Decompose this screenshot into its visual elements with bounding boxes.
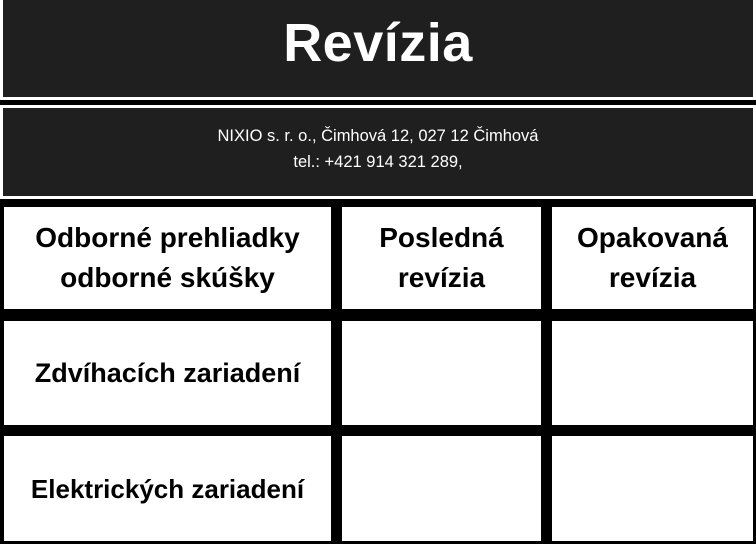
header-cell-inspections [1,204,334,312]
header-cell-last-revision [339,204,544,312]
row-lifting-equipment-label: Zdvíhacích zariadení [34,358,301,388]
title-banner [0,0,756,100]
header-inspections-line1: Odborné prehliadky [35,222,300,253]
row-electrical-last-revision-cell[interactable] [339,433,544,544]
header-next-line1: Opakovaná [577,222,728,253]
header-last-line2: revízia [397,262,486,293]
page-title: Revízia [283,12,473,73]
company-address: NIXIO s. r. o., Čimhová 12, 027 12 Čimhová [217,127,539,145]
row-lifting-next-revision-cell[interactable] [549,318,756,428]
table-row-label [1,433,334,544]
row-electrical-equipment-label: Elektrických zariadení [30,473,305,504]
row-electrical-next-revision-cell[interactable] [549,433,756,544]
table-row-label [1,318,334,428]
header-inspections-line2: odborné skúšky [60,262,275,293]
header-next-line2: revízia [608,262,697,293]
company-info-panel [0,105,756,199]
company-phone: tel.: +421 914 321 289, [293,153,463,171]
row-lifting-last-revision-cell[interactable] [339,318,544,428]
header-cell-next-revision [549,204,756,312]
header-last-line1: Posledná [379,222,504,253]
